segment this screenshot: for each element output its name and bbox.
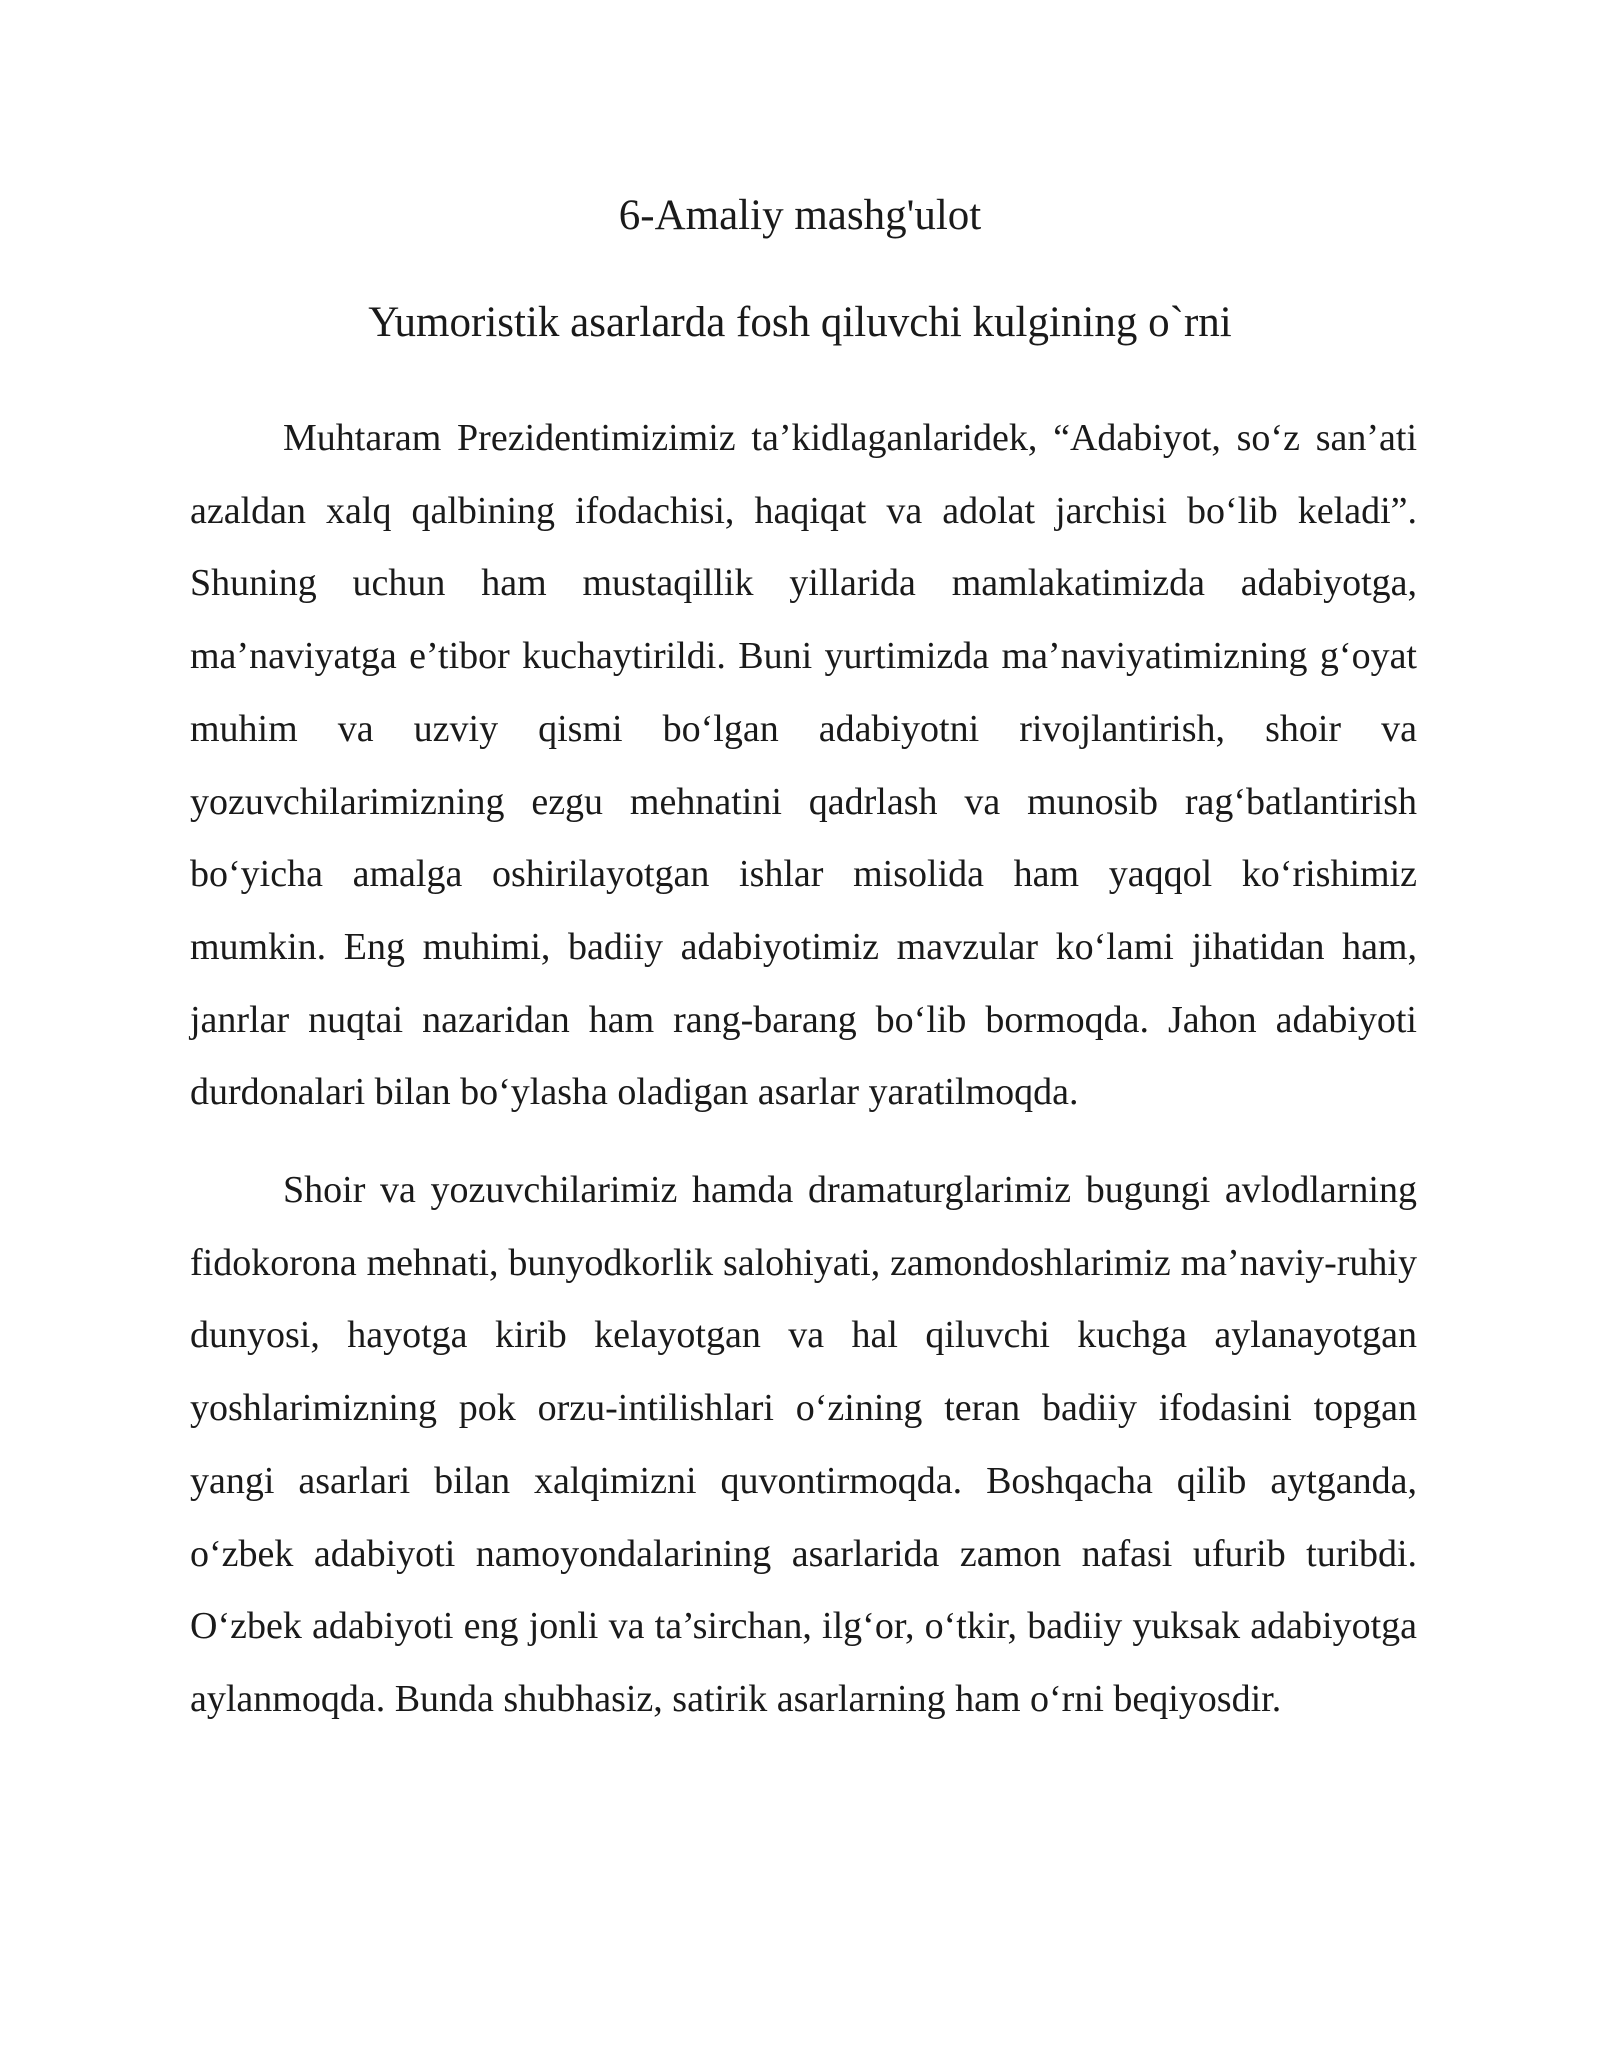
paragraph-1: Muhtaram Prezidentimizimiz ta’kidlaganlaridek, “Adabiyot, so‘z san’ati azaldan xalq qalbining ifodachisi, haqiqat va adolat jarchisi bo‘lib keladi”. Shuning uchun ham mustaqillik yillarida mamlakatimizda adabiyotga, ma’naviyatga e’tibor kuchaytirildi. Buni yurtimizda ma’naviyatimizning g‘oyat muhim va uzviy qismi bo‘lgan adabiyotni rivojlantirish, shoir va yozuvchilarimizning ezgu mehnatini qadrlash va munosib rag‘batlantirish bo‘yicha amalga oshirilayotgan ishlar misolida ham yaqqol ko‘rishimiz mumkin. Eng muhimi, badiiy adabiyotimiz mavzular ko‘lami jihatidan ham, janrlar nuqtai nazaridan ham rang-barang bo‘lib bormoqda. Jahon adabiyoti durdonalari bilan bo‘ylasha oladigan asarlar yaratilmoqda. [190, 417, 1417, 1114]
document-subtitle: Yumoristik asarlarda fosh qiluvchi kulgining o`rni [368, 299, 1232, 346]
document-title: 6-Amaliy mashg'ulot [618, 192, 982, 239]
document-body [190, 402, 1417, 1736]
paragraph-2: Shoir va yozuvchilarimiz hamda dramaturglarimiz bugungi avlodlarning fidokorona mehnati, bunyodkorlik salohiyati, zamondoshlarimiz ma’naviy-ruhiy dunyosi, hayotga kirib kelayotgan va hal qiluvchi kuchga aylanayotgan yoshlarimizning pok orzu-intilishlari o‘zining teran badiiy ifodasini topgan yangi asarlari bilan xalqimizni quvontirmoqda. Boshqacha qilib aytganda, o‘zbek adabiyoti namoyondalarining asarlarida zamon nafasi ufurib turibdi. O‘zbek adabiyoti eng jonli va ta’sirchan, ilg‘or, o‘tkir, badiiy yuksak adabiyotga aylanmoqda. Bunda shubhasiz, satirik asarlarning ham o‘rni beqiyosdir. [190, 1169, 1417, 1720]
